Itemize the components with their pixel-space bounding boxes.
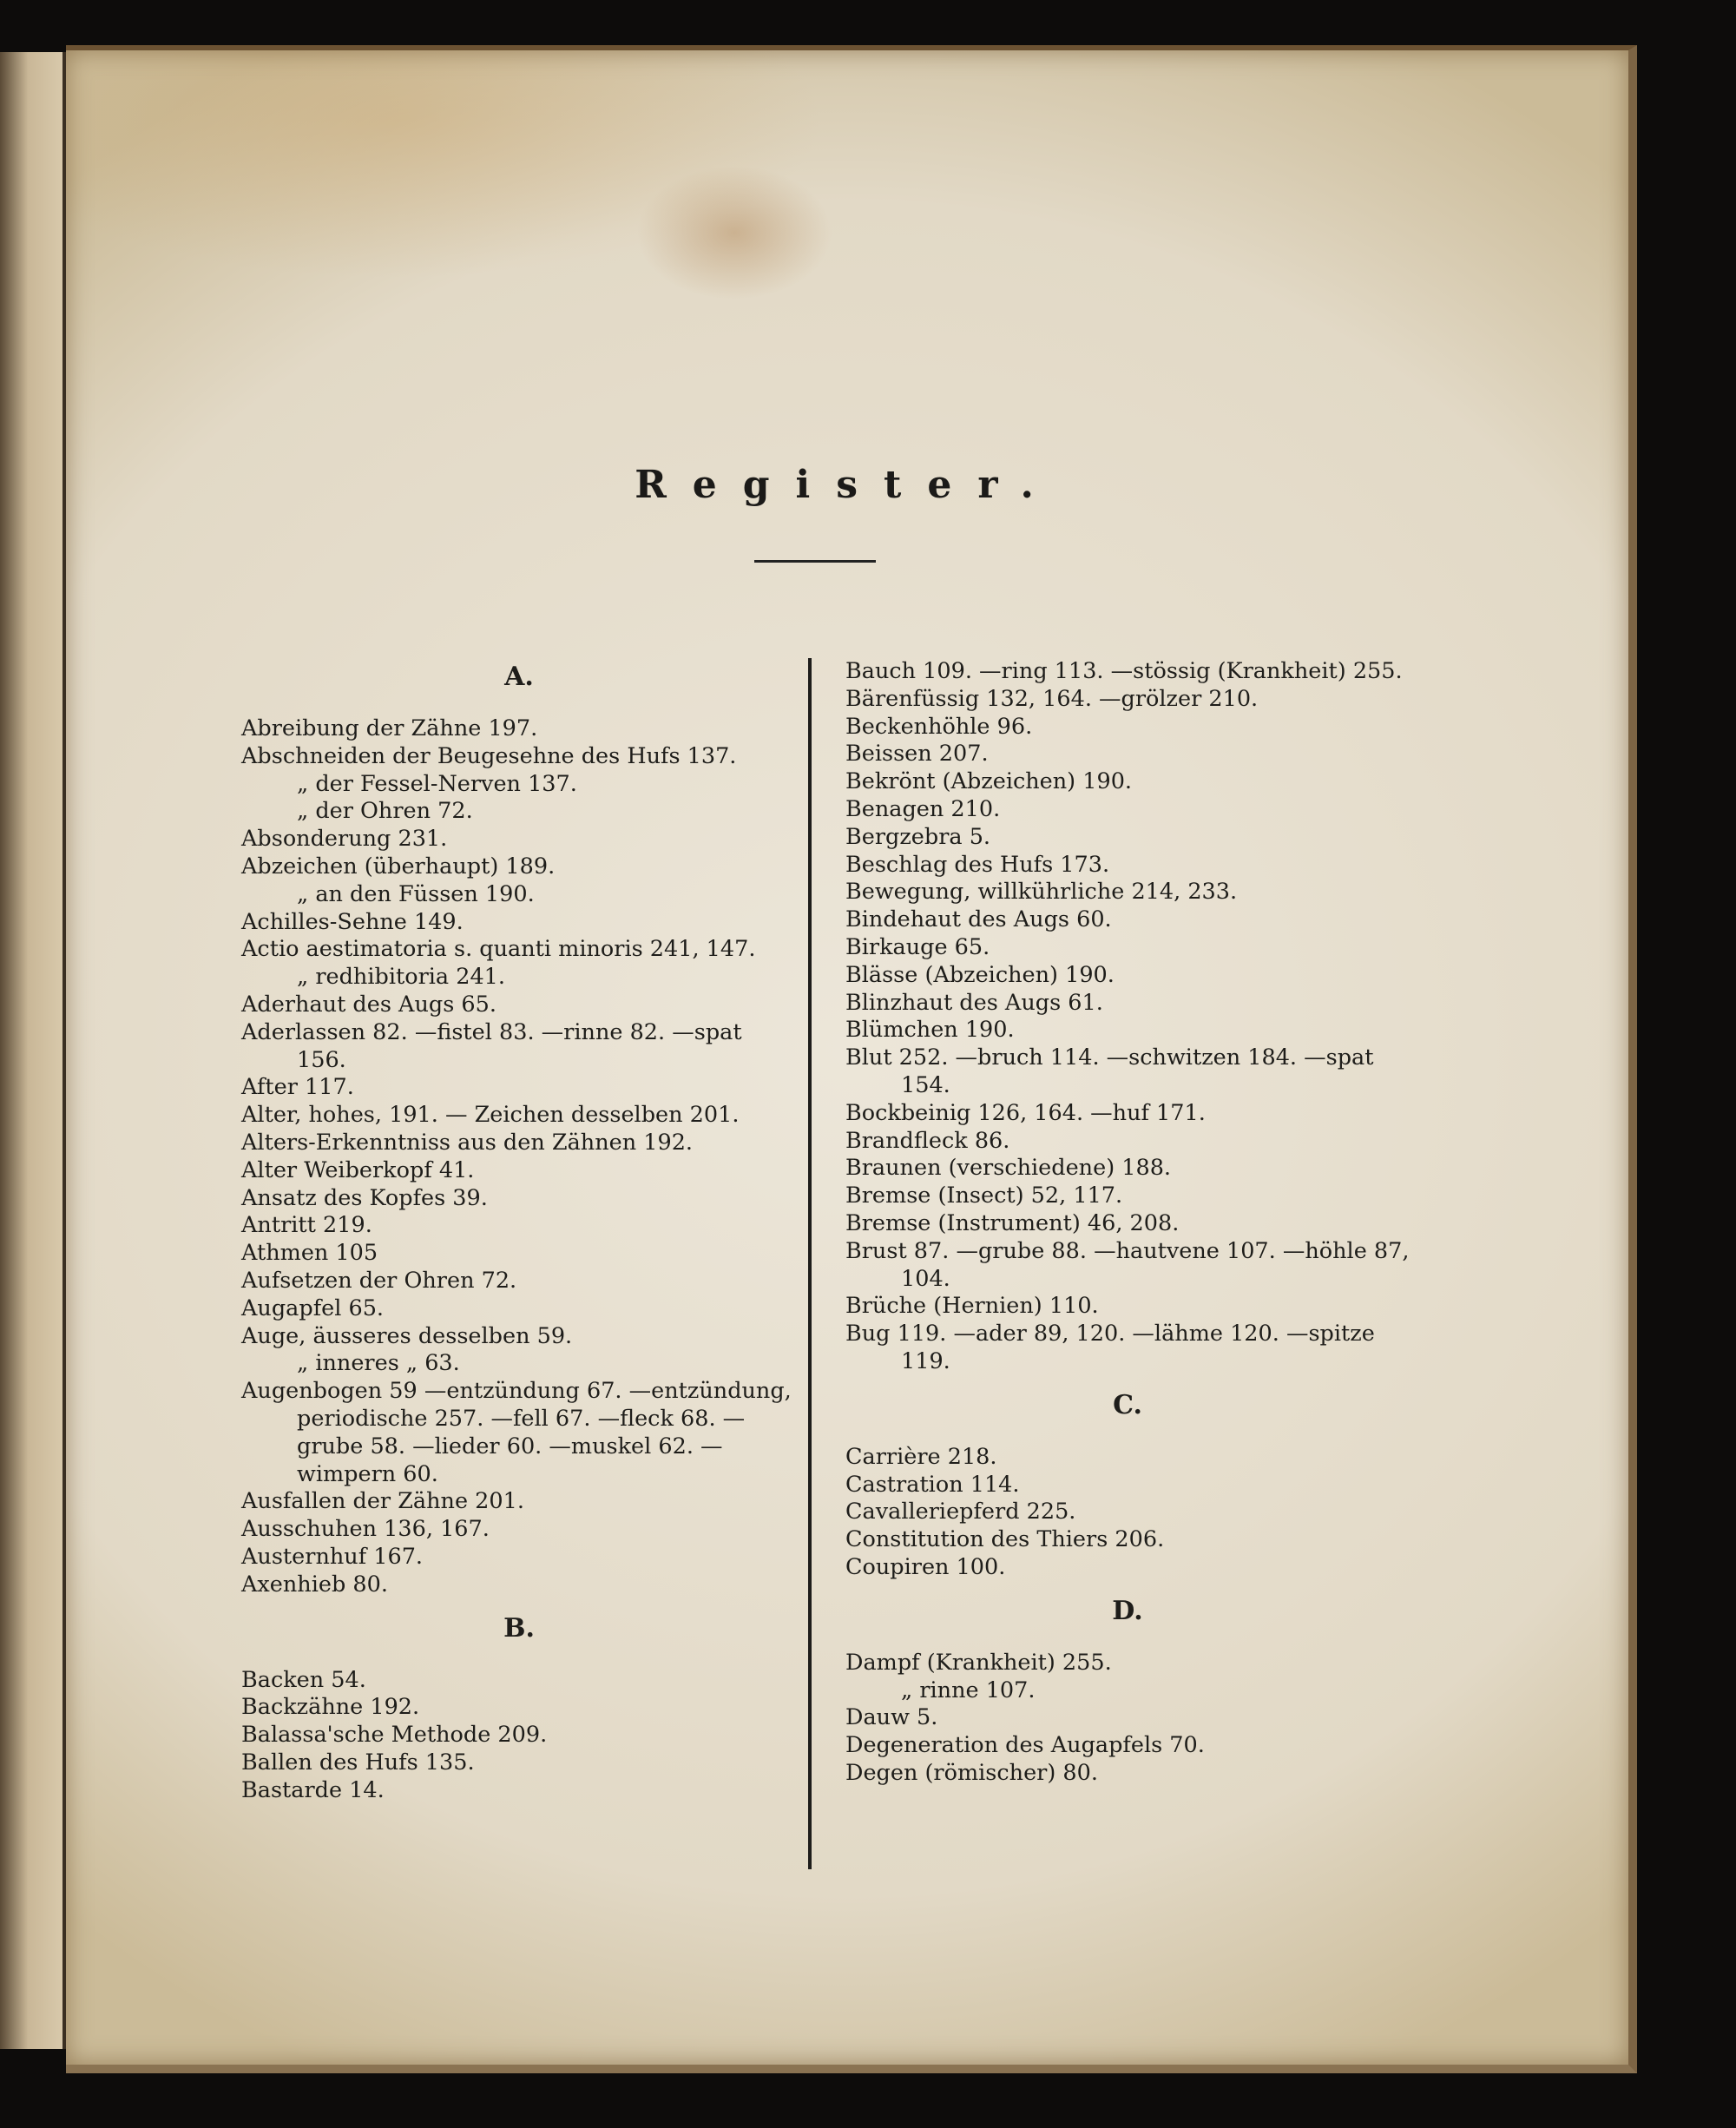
index-entry: Abreibung der Zähne 197. — [241, 715, 538, 741]
index-entry: Bauch 109. —ring 113. —stössig (Krankheit) 255. — [845, 658, 1403, 684]
index-entry: „ der Ohren 72. — [297, 798, 473, 825]
index-entry: Abschneiden der Beugesehne des Hufs 137. — [241, 742, 737, 769]
index-entry: Brust 87. —grube 88. —hautvene 107. —höhle 87, 104. — [845, 1237, 1410, 1292]
index-entry: Cavalleriepferd 225. — [845, 1499, 1076, 1525]
index-entry: Blümchen 190. — [845, 1017, 1015, 1044]
index-entry: Blut 252. —bruch 114. —schwitzen 184. —spat 154. — [845, 1044, 1374, 1098]
index-entry: Augapfel 65. — [241, 1295, 385, 1321]
index-entry: Bekrönt (Abzeichen) 190. — [845, 768, 1133, 795]
index-entry: Beschlag des Hufs 173. — [845, 851, 1110, 878]
section-letter: C. — [1113, 1389, 1142, 1420]
index-entry: Ballen des Hufs 135. — [241, 1749, 475, 1776]
index-entry: Aderhaut des Augs 65. — [241, 991, 496, 1018]
index-entry: Brandfleck 86. — [845, 1127, 1010, 1154]
index-entry: Bergzebra 5. — [845, 823, 991, 850]
index-entry: Ausfallen der Zähne 201. — [241, 1488, 524, 1515]
index-entry: Backzähne 192. — [241, 1694, 420, 1721]
index-entry: Bewegung, willkührliche 214, 233. — [845, 879, 1238, 906]
index-entry: „ rinne 107. — [901, 1677, 1036, 1703]
index-entry: Benagen 210. — [845, 795, 1001, 822]
index-entry: After 117. — [241, 1074, 354, 1101]
index-entry: „ inneres „ 63. — [297, 1350, 460, 1377]
index-entry: Constitution des Thiers 206. — [845, 1526, 1165, 1553]
index-entry: Aufsetzen der Ohren 72. — [241, 1267, 517, 1294]
index-entry: Alter, hohes, 191. — Zeichen desselben 201. — [241, 1102, 740, 1129]
index-entry: Blässe (Abzeichen) 190. — [845, 961, 1115, 988]
index-entry: „ redhibitoria 241. — [297, 964, 506, 991]
index-entry: Alter Weiberkopf 41. — [241, 1156, 475, 1183]
index-entry: Coupiren 100. — [845, 1553, 1006, 1580]
index-entry: Bremse (Insect) 52, 117. — [845, 1183, 1123, 1209]
index-entry: Bremse (Instrument) 46, 208. — [845, 1209, 1180, 1236]
index-entry: Braunen (verschiedene) 188. — [845, 1155, 1172, 1182]
index-entry: Augenbogen 59 —entzündung 67. —entzündung, periodische 257. —fell 67. —fleck 68. —grube 58. —lieder 60. —muskel 62. —wimpern 60. — [241, 1378, 792, 1487]
index-entry: Ansatz des Kopfes 39. — [241, 1184, 488, 1211]
index-entry: Bockbeinig 126, 164. —huf 171. — [845, 1099, 1206, 1126]
title-rule — [754, 560, 876, 563]
index-entry: Carrière 218. — [845, 1443, 997, 1470]
index-entry: Aderlassen 82. —fistel 83. —rinne 82. —spat 156. — [241, 1018, 742, 1073]
index-entry: Brüche (Hernien) 110. — [845, 1293, 1099, 1320]
column-divider — [808, 658, 812, 1869]
left-column — [241, 658, 797, 1804]
index-entry: Bindehaut des Augs 60. — [845, 906, 1112, 933]
index-entry: Blinzhaut des Augs 61. — [845, 989, 1103, 1016]
index-entry: Auge, äusseres desselben 59. — [241, 1322, 573, 1349]
index-entry: Ausschuhen 136, 167. — [241, 1516, 490, 1543]
index-entry: Antritt 219. — [241, 1212, 372, 1239]
index-entry: Beissen 207. — [845, 741, 989, 768]
index-entry: Alters-Erkenntniss aus den Zähnen 192. — [241, 1129, 694, 1156]
index-entry: Axenhieb 80. — [241, 1571, 388, 1598]
index-entry: Austernhuf 167. — [241, 1543, 424, 1570]
index-entry: Dampf (Krankheit) 255. — [845, 1649, 1112, 1676]
index-entry: „ der Fessel-Nerven 137. — [297, 770, 577, 797]
index-entry: Degen (römischer) 80. — [845, 1759, 1098, 1786]
index-entry: Bärenfüssig 132, 164. —grölzer 210. — [845, 685, 1259, 712]
page-title: Register. — [635, 463, 1060, 507]
section-letter: A. — [504, 662, 534, 692]
index-entry: Birkauge 65. — [845, 933, 990, 960]
index-entry: Beckenhöhle 96. — [845, 713, 1033, 740]
section-letter: B. — [503, 1612, 535, 1644]
facing-page-edge — [0, 52, 66, 2049]
index-entry: Degeneration des Augapfels 70. — [845, 1732, 1205, 1759]
index-entry: Abzeichen (überhaupt) 189. — [241, 853, 556, 880]
index-entry: Backen 54. — [241, 1666, 366, 1693]
index-entry: Castration 114. — [845, 1471, 1020, 1498]
book-page — [66, 45, 1637, 2073]
index-entry: Achilles-Sehne 149. — [241, 908, 464, 935]
right-column — [845, 658, 1410, 1788]
section-letter: D. — [1112, 1595, 1143, 1626]
index-entry: „ an den Füssen 190. — [297, 880, 535, 907]
index-entry: Actio aestimatoria s. quanti minoris 241, 147. — [241, 936, 756, 963]
index-entry: Bug 119. —ader 89, 120. —lähme 120. —spitze 119. — [845, 1321, 1375, 1374]
index-entry: Bastarde 14. — [241, 1776, 385, 1803]
index-entry: Dauw 5. — [845, 1704, 938, 1731]
index-entry: Athmen 105 — [241, 1240, 378, 1267]
index-entry: Absonderung 231. — [241, 826, 448, 853]
index-entry: Balassa'sche Methode 209. — [241, 1722, 548, 1749]
